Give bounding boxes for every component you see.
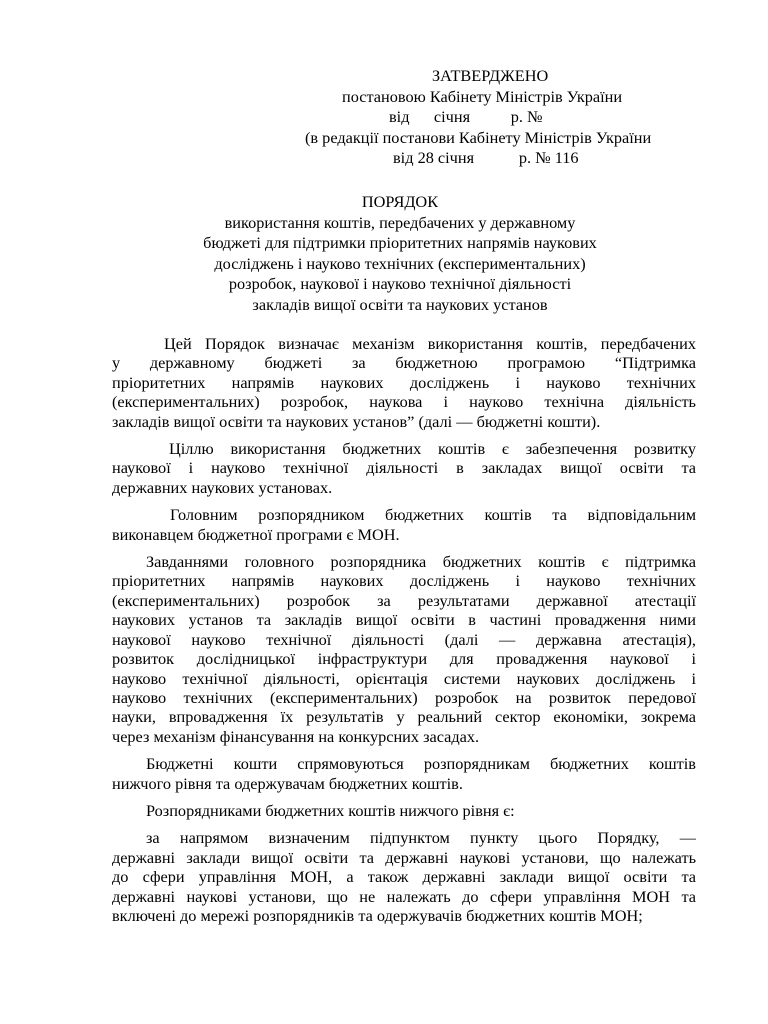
title-line: досліджень і науково технічних (експериментальних)	[214, 253, 586, 273]
approval-revision-date: від 28 січня р. № 116	[393, 148, 579, 167]
paragraph-line: пріоритетних напрямів наукових досліджень і науково технічних	[112, 372, 696, 392]
paragraph-line: до сфери управління МОН, а також державні заклади вищої освіти та	[112, 867, 696, 887]
paragraph-line: (експериментальних) розробок, наукова і науково технічна діяльність	[112, 392, 696, 412]
paragraph	[112, 552, 696, 746]
paragraph-line: нижчого рівня та одержувачам бюджетних коштів.	[112, 773, 463, 793]
document-body	[112, 334, 696, 933]
document-title	[150, 192, 650, 315]
title-line: закладів вищої освіти та наукових установ	[252, 294, 548, 314]
paragraph-line: у державному бюджеті за бюджетною програмою “Підтримка	[112, 353, 696, 373]
paragraph-line: Розпорядниками бюджетних коштів нижчого рівня є:	[146, 800, 515, 820]
paragraph-line: державні заклади вищої освіти та державні наукові установи, що належать	[112, 847, 696, 867]
paragraph-line: науково технічних (експериментальних) розробок на розвиток передової	[112, 687, 696, 707]
paragraph-line: наукової науково технічної діяльності (далі — державна атестація),	[112, 629, 696, 649]
paragraph-line: Бюджетні кошти спрямовуються розпорядникам бюджетних коштів	[146, 754, 696, 774]
paragraph	[112, 754, 696, 793]
paragraph-line: через механізм фінансування на конкурсних засадах.	[112, 726, 480, 746]
paragraph	[112, 439, 696, 497]
paragraph-line: закладів вищої освіти та наукових установ” (далі — бюджетні кошти).	[112, 411, 601, 431]
paragraph-line: Завданнями головного розпорядника бюджетних коштів є підтримка	[146, 552, 696, 572]
paragraph-line: (експериментальних) розробок за результатами державної атестації	[112, 590, 696, 610]
approval-heading: ЗАТВЕРДЖЕНО	[432, 66, 549, 85]
paragraph	[112, 828, 696, 925]
title-heading: ПОРЯДОК	[361, 192, 439, 211]
paragraph-line: пріоритетних напрямів наукових досліджень і науково технічних	[112, 571, 696, 591]
approval-resolution: постановою Кабінету Міністрів України	[342, 86, 623, 106]
paragraph	[112, 505, 696, 544]
paragraph	[112, 334, 696, 431]
approval-revision: (в редакції постанови Кабінету Міністрів України	[305, 127, 652, 147]
paragraph-line: науки, впровадження їх результатів у реальний сектор економіки, зокрема	[112, 707, 696, 727]
paragraph-line: державних наукових установах.	[112, 477, 333, 497]
paragraph-line: науково технічної діяльності, орієнтація системи наукових досліджень і	[112, 668, 696, 688]
paragraph	[112, 801, 696, 820]
title-line: розробок, наукової і науково технічної діяльності	[228, 274, 572, 293]
approval-block	[300, 66, 700, 169]
paragraph-line: державні наукові установи, що не належать до сфери управління МОН та	[112, 886, 696, 906]
paragraph-line: Цей Порядок визначає механізм використання коштів, передбачених	[164, 334, 696, 353]
title-line: використання коштів, передбачених у державному	[224, 212, 576, 232]
paragraph-line: Головним розпорядником бюджетних коштів та відповідальним	[170, 505, 696, 525]
paragraph-line: наукової і науково технічної діяльності в закладах вищої освіти та	[112, 458, 696, 478]
paragraph-line: розвиток дослідницької інфраструктури для провадження наукової і	[112, 649, 696, 669]
paragraph-line: виконавцем бюджетної програми є МОН.	[112, 524, 400, 544]
paragraph-line: включені до мережі розпорядників та одержувачів бюджетних коштів МОН;	[112, 905, 643, 925]
title-line: бюджеті для підтримки пріоритетних напрямів наукових	[203, 233, 597, 252]
paragraph-line: наукових установ та закладів вищої освіти в частині провадження ними	[112, 610, 696, 630]
approval-date-number: від січня р. №	[389, 107, 543, 126]
paragraph-line: за напрямом визначеним підпунктом пункту цього Порядку, —	[146, 828, 696, 848]
paragraph-line: Ціллю використання бюджетних коштів є забезпечення розвитку	[169, 439, 696, 459]
